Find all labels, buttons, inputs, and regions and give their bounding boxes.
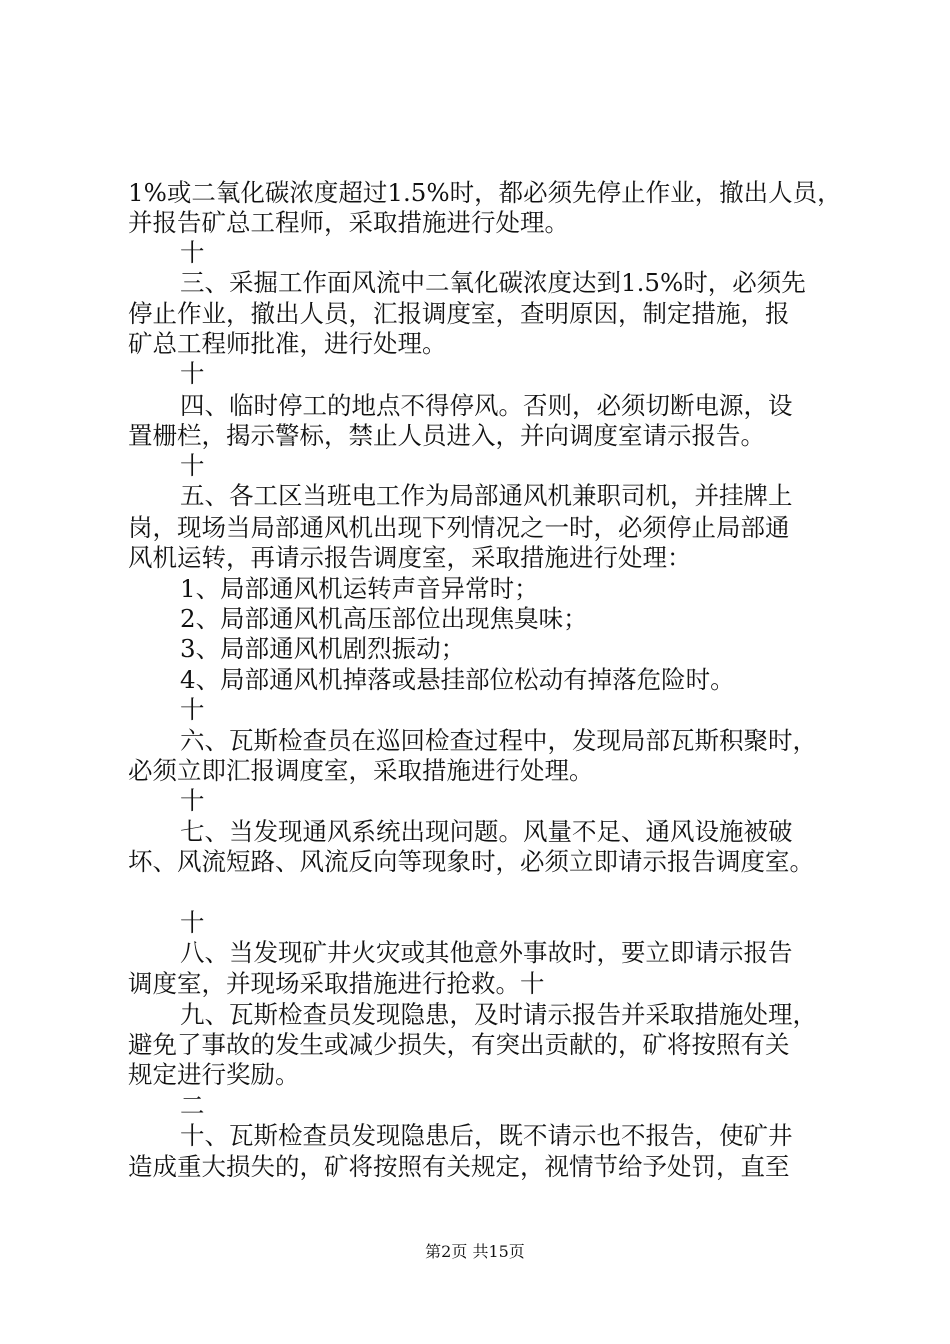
- text-line: 规定进行奖励。: [128, 1060, 300, 1089]
- text-line: 岗，现场当局部通风机出现下列情况之一时，必须停止局部通: [128, 513, 790, 542]
- section-marker: 十: [180, 695, 205, 724]
- text-line: 六、瓦斯检查员在巡回检查过程中，发现局部瓦斯积聚时，: [180, 726, 817, 755]
- section-marker: 十: [180, 359, 205, 388]
- text-line: 调度室，并现场采取措施进行抢救。十: [128, 969, 545, 998]
- text-line: 八、当发现矿井火灾或其他意外事故时，要立即请示报告: [180, 938, 793, 967]
- text-line: 置栅栏，揭示警标，禁止人员进入，并向调度室请示报告。: [128, 421, 765, 450]
- section-marker: 十: [180, 908, 205, 937]
- text-line: 十、瓦斯检查员发现隐患后，既不请示也不报告，使矿井: [180, 1121, 793, 1150]
- text-line: 坏、风流短路、风流反向等现象时，必须立即请示报告调度室。: [128, 847, 814, 876]
- text-line: 并报告矿总工程师，采取措施进行处理。: [128, 208, 569, 237]
- list-item: 4、局部通风机掉落或悬挂部位松动有掉落危险时。: [180, 665, 735, 694]
- section-marker: 十: [180, 451, 205, 480]
- text-line: 风机运转，再请示报告调度室，采取措施进行处理：: [128, 543, 692, 572]
- text-line: 七、当发现通风系统出现问题。风量不足、通风设施被破: [180, 817, 793, 846]
- text-line: 必须立即汇报调度室，采取措施进行处理。: [128, 756, 594, 785]
- page-footer: 第2页 共15页: [425, 1242, 525, 1261]
- list-item: 2、局部通风机高压部位出现焦臭味；: [180, 604, 588, 633]
- text-line: 三、采掘工作面风流中二氧化碳浓度达到1.5%时，必须先: [180, 268, 806, 297]
- text-line: 避免了事故的发生或减少损失，有突出贡献的，矿将按照有关: [128, 1030, 790, 1059]
- section-marker: 十: [180, 786, 205, 815]
- section-marker: 二: [180, 1091, 205, 1120]
- text-line: 造成重大损失的，矿将按照有关规定，视情节给予处罚，直至: [128, 1152, 790, 1181]
- list-item: 1、局部通风机运转声音异常时；: [180, 574, 539, 603]
- section-marker: 十: [180, 238, 205, 267]
- text-line: 停止作业，撤出人员，汇报调度室，查明原因，制定措施，报: [128, 299, 790, 328]
- text-line: 四、临时停工的地点不得停风。否则，必须切断电源，设: [180, 391, 793, 420]
- text-line: 九、瓦斯检查员发现隐患，及时请示报告并采取措施处理，: [180, 1000, 817, 1029]
- text-line: 五、各工区当班电工作为局部通风机兼职司机，并挂牌上: [180, 481, 793, 510]
- text-line: 矿总工程师批准，进行处理。: [128, 329, 447, 358]
- text-line: 1%或二氧化碳浓度超过1.5%时，都必须先停止作业，撤出人员，: [128, 178, 842, 207]
- list-item: 3、局部通风机剧烈振动；: [180, 634, 466, 663]
